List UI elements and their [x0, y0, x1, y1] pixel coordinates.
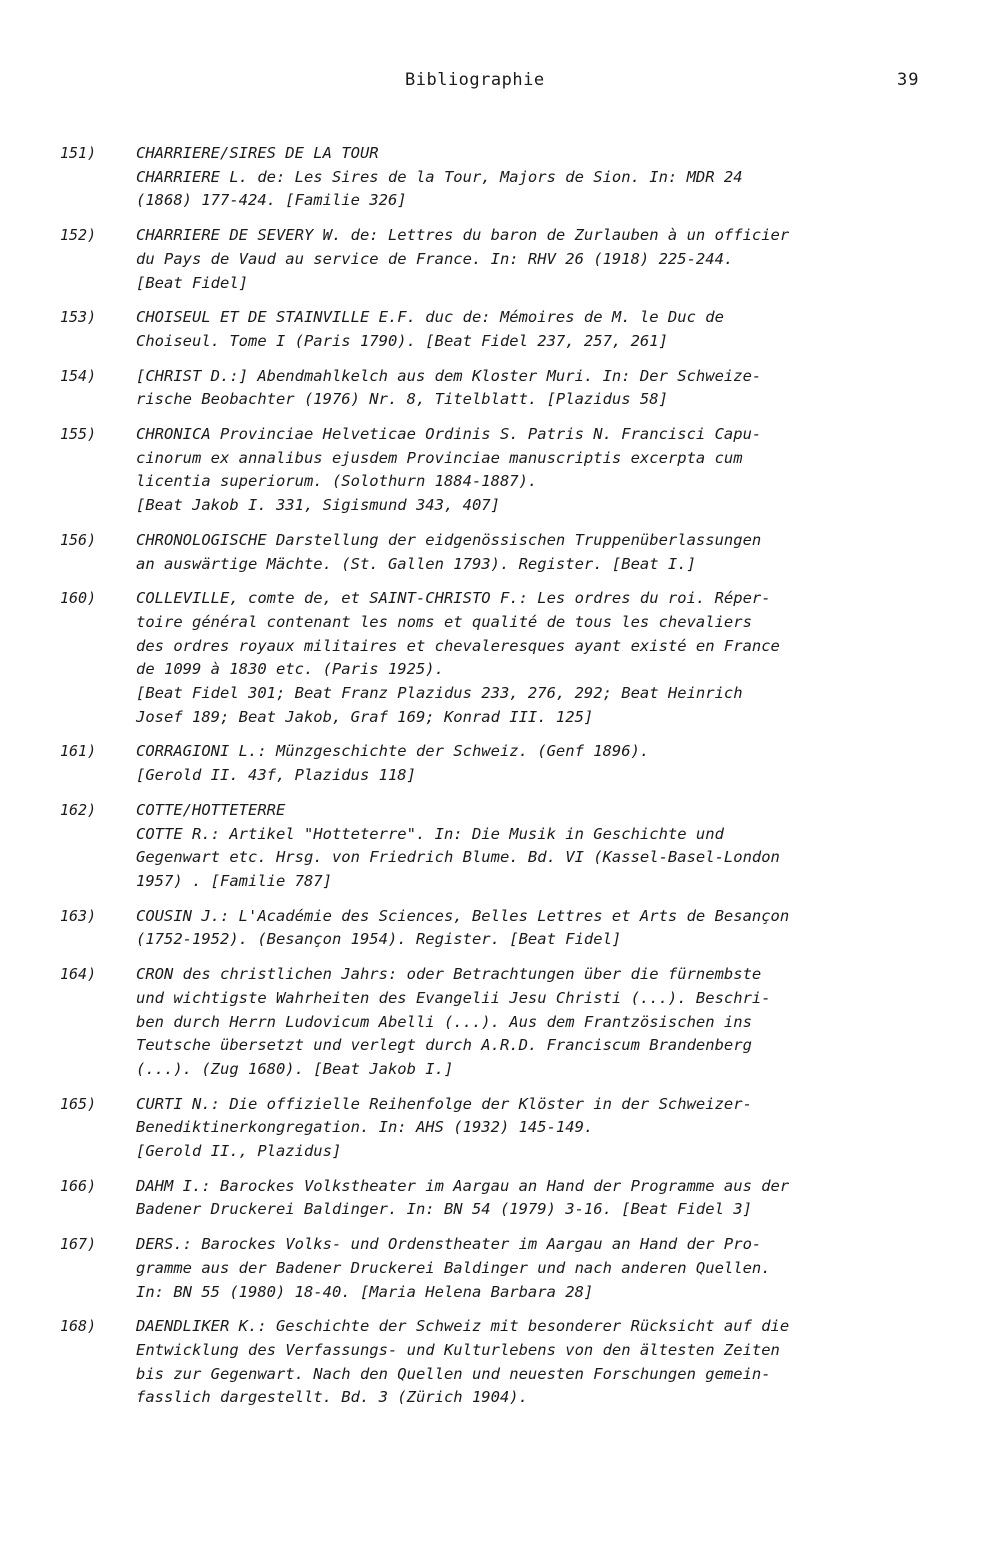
entry-number: 165): [60, 1094, 97, 1113]
entry-text: [136, 529, 941, 576]
entry-line: Teutsche übersetzt und verlegt durch A.R.D. Franciscum Brandenberg: [136, 1036, 752, 1055]
entry-text: [136, 224, 941, 295]
entry-line: und wichtigste Wahrheiten des Evangelii Jesu Christi (...). Beschri-: [136, 988, 771, 1007]
entry-line: CURTI N.: Die offizielle Reihenfolge der Klöster in der Schweizer-: [136, 1094, 752, 1113]
entry-line: bis zur Gegenwart. Nach den Quellen und neuesten Forschungen gemein-: [136, 1364, 771, 1383]
entry-line: In: BN 55 (1980) 18-40. [Maria Helena Barbara 28]: [136, 1282, 594, 1301]
entry-number: 163): [60, 906, 97, 925]
bibliography-entry: [0, 529, 1000, 576]
entry-text: [136, 905, 941, 952]
bibliography-entry: [0, 1233, 1000, 1304]
entry-number: 152): [60, 226, 97, 245]
bibliography-entry: [0, 142, 1000, 213]
entry-text: [136, 365, 941, 412]
entry-line: Benediktinerkongregation. In: AHS (1932) 145-149.: [136, 1118, 594, 1137]
entry-line: an auswärtige Mächte. (St. Gallen 1793). Register. [Beat I.]: [136, 554, 696, 573]
entry-line: COTTE R.: Artikel "Hotteterre". In: Die Musik in Geschichte und: [136, 824, 724, 843]
entry-line: CRON des christlichen Jahrs: oder Betrachtungen über die fürnembste: [136, 965, 762, 984]
bibliography-entry: [0, 306, 1000, 353]
entry-line: Choiseul. Tome I (Paris 1790). [Beat Fidel 237, 257, 261]: [136, 331, 668, 350]
entry-text: [136, 1093, 941, 1164]
entry-line: CHARRIERE DE SEVERY W. de: Lettres du baron de Zurlauben à un officier: [136, 226, 790, 245]
entry-line: des ordres royaux militaires et chevaleresques ayant existé en France: [136, 636, 780, 655]
entry-line: Badener Druckerei Baldinger. In: BN 54 (1979) 3-16. [Beat Fidel 3]: [136, 1200, 752, 1219]
entry-line: [Beat Fidel 301; Beat Franz Plazidus 233, 276, 292; Beat Heinrich: [136, 684, 743, 703]
bibliography-entry: [0, 740, 1000, 787]
entry-number: 167): [60, 1235, 97, 1254]
entry-number: 168): [60, 1317, 97, 1336]
entry-line: (1752-1952). (Besançon 1954). Register. [Beat Fidel]: [136, 930, 622, 949]
entry-line: CHARRIERE/SIRES DE LA TOUR: [136, 144, 379, 162]
entry-text: [136, 799, 941, 894]
entry-text: [136, 963, 941, 1082]
entry-number: 153): [60, 308, 97, 327]
entry-text: [136, 423, 941, 518]
entry-text: [136, 587, 941, 729]
bibliography-entry: [0, 587, 1000, 729]
page-number: 39: [897, 70, 920, 90]
entry-text: [136, 1175, 941, 1222]
entry-line: DAHM I.: Barockes Volkstheater im Aargau an Hand der Programme aus der: [136, 1176, 790, 1195]
bibliography-entry: [0, 963, 1000, 1082]
entry-line: 1957) . [Familie 787]: [136, 871, 332, 890]
entry-number: 155): [60, 425, 97, 444]
entry-line: COUSIN J.: L'Académie des Sciences, Belles Lettres et Arts de Besançon: [136, 906, 790, 925]
entry-line: [Beat Fidel]: [136, 273, 248, 292]
entry-number: 151): [60, 144, 97, 162]
entry-line: COLLEVILLE, comte de, et SAINT-CHRISTO F.: Les ordres du roi. Réper-: [136, 589, 771, 608]
entry-line: (1868) 177-424. [Familie 326]: [136, 191, 407, 210]
entry-line: CHARRIERE L. de: Les Sires de la Tour, Majors de Sion. In: MDR 24: [136, 167, 743, 186]
bibliography-list: [0, 142, 1000, 1410]
entry-number: 154): [60, 366, 97, 385]
entry-line: COTTE/HOTTETERRE: [136, 800, 286, 819]
bibliography-entry: [0, 1093, 1000, 1164]
entry-line: Josef 189; Beat Jakob, Graf 169; Konrad III. 125]: [136, 707, 594, 726]
entry-line: Entwicklung des Verfassungs- und Kulturlebens von den ältesten Zeiten: [136, 1340, 780, 1359]
entry-line: ben durch Herrn Ludovicum Abelli (...). Aus dem Frantzösischen ins: [136, 1012, 752, 1031]
entry-number: 162): [60, 800, 97, 819]
entry-line: Gegenwart etc. Hrsg. von Friedrich Blume. Bd. VI (Kassel-Basel-London: [136, 848, 780, 867]
entry-line: [Gerold II. 43f, Plazidus 118]: [136, 766, 416, 785]
entry-text: [136, 1233, 941, 1304]
entry-text: [136, 142, 941, 213]
page-header: [0, 70, 1000, 96]
entry-line: (...). (Zug 1680). [Beat Jakob I.]: [136, 1059, 454, 1078]
bibliography-entry: [0, 224, 1000, 295]
entry-text: [136, 740, 941, 787]
entry-line: CHRONOLOGISCHE Darstellung der eidgenössischen Truppenüberlassungen: [136, 530, 762, 549]
entry-line: [CHRIST D.:] Abendmahlkelch aus dem Kloster Muri. In: Der Schweize-: [136, 366, 762, 385]
entry-line: [Beat Jakob I. 331, Sigismund 343, 407]: [136, 496, 500, 515]
entry-number: 161): [60, 742, 97, 761]
entry-line: du Pays de Vaud au service de France. In: RHV 26 (1918) 225-244.: [136, 249, 734, 268]
entry-line: gramme aus der Badener Druckerei Baldinger und nach anderen Quellen.: [136, 1258, 771, 1277]
bibliography-entry: [0, 905, 1000, 952]
bibliography-entry: [0, 423, 1000, 518]
entry-number: 166): [60, 1176, 97, 1195]
bibliography-entry: [0, 799, 1000, 894]
entry-line: CORRAGIONI L.: Münzgeschichte der Schweiz. (Genf 1896).: [136, 742, 650, 761]
bibliography-entry: [0, 1175, 1000, 1222]
bibliography-entry: [0, 365, 1000, 412]
entry-number: 156): [60, 530, 97, 549]
entry-line: CHOISEUL ET DE STAINVILLE E.F. duc de: Mémoires de M. le Duc de: [136, 308, 724, 327]
entry-line: rische Beobachter (1976) Nr. 8, Titelblatt. [Plazidus 58]: [136, 390, 668, 409]
running-title: Bibliographie: [405, 70, 545, 90]
bibliography-entry: [0, 1315, 1000, 1410]
entry-text: [136, 306, 941, 353]
entry-line: de 1099 à 1830 etc. (Paris 1925).: [136, 660, 444, 679]
entry-line: DAENDLIKER K.: Geschichte der Schweiz mit besonderer Rücksicht auf die: [136, 1317, 790, 1336]
entry-line: [Gerold II., Plazidus]: [136, 1142, 342, 1161]
entry-line: licentia superiorum. (Solothurn 1884-1887).: [136, 472, 538, 491]
entry-line: toire général contenant les noms et qualité de tous les chevaliers: [136, 612, 752, 631]
entry-line: fasslich dargestellt. Bd. 3 (Zürich 1904).: [136, 1388, 528, 1407]
entry-number: 160): [60, 589, 97, 608]
entry-text: [136, 1315, 941, 1410]
entry-line: cinorum ex annalibus ejusdem Provinciae manuscriptis excerpta cum: [136, 448, 743, 467]
entry-line: DERS.: Barockes Volks- und Ordenstheater im Aargau an Hand der Pro-: [136, 1235, 762, 1254]
entry-number: 164): [60, 965, 97, 984]
entry-line: CHRONICA Provinciae Helveticae Ordinis S. Patris N. Francisci Capu-: [136, 425, 762, 444]
